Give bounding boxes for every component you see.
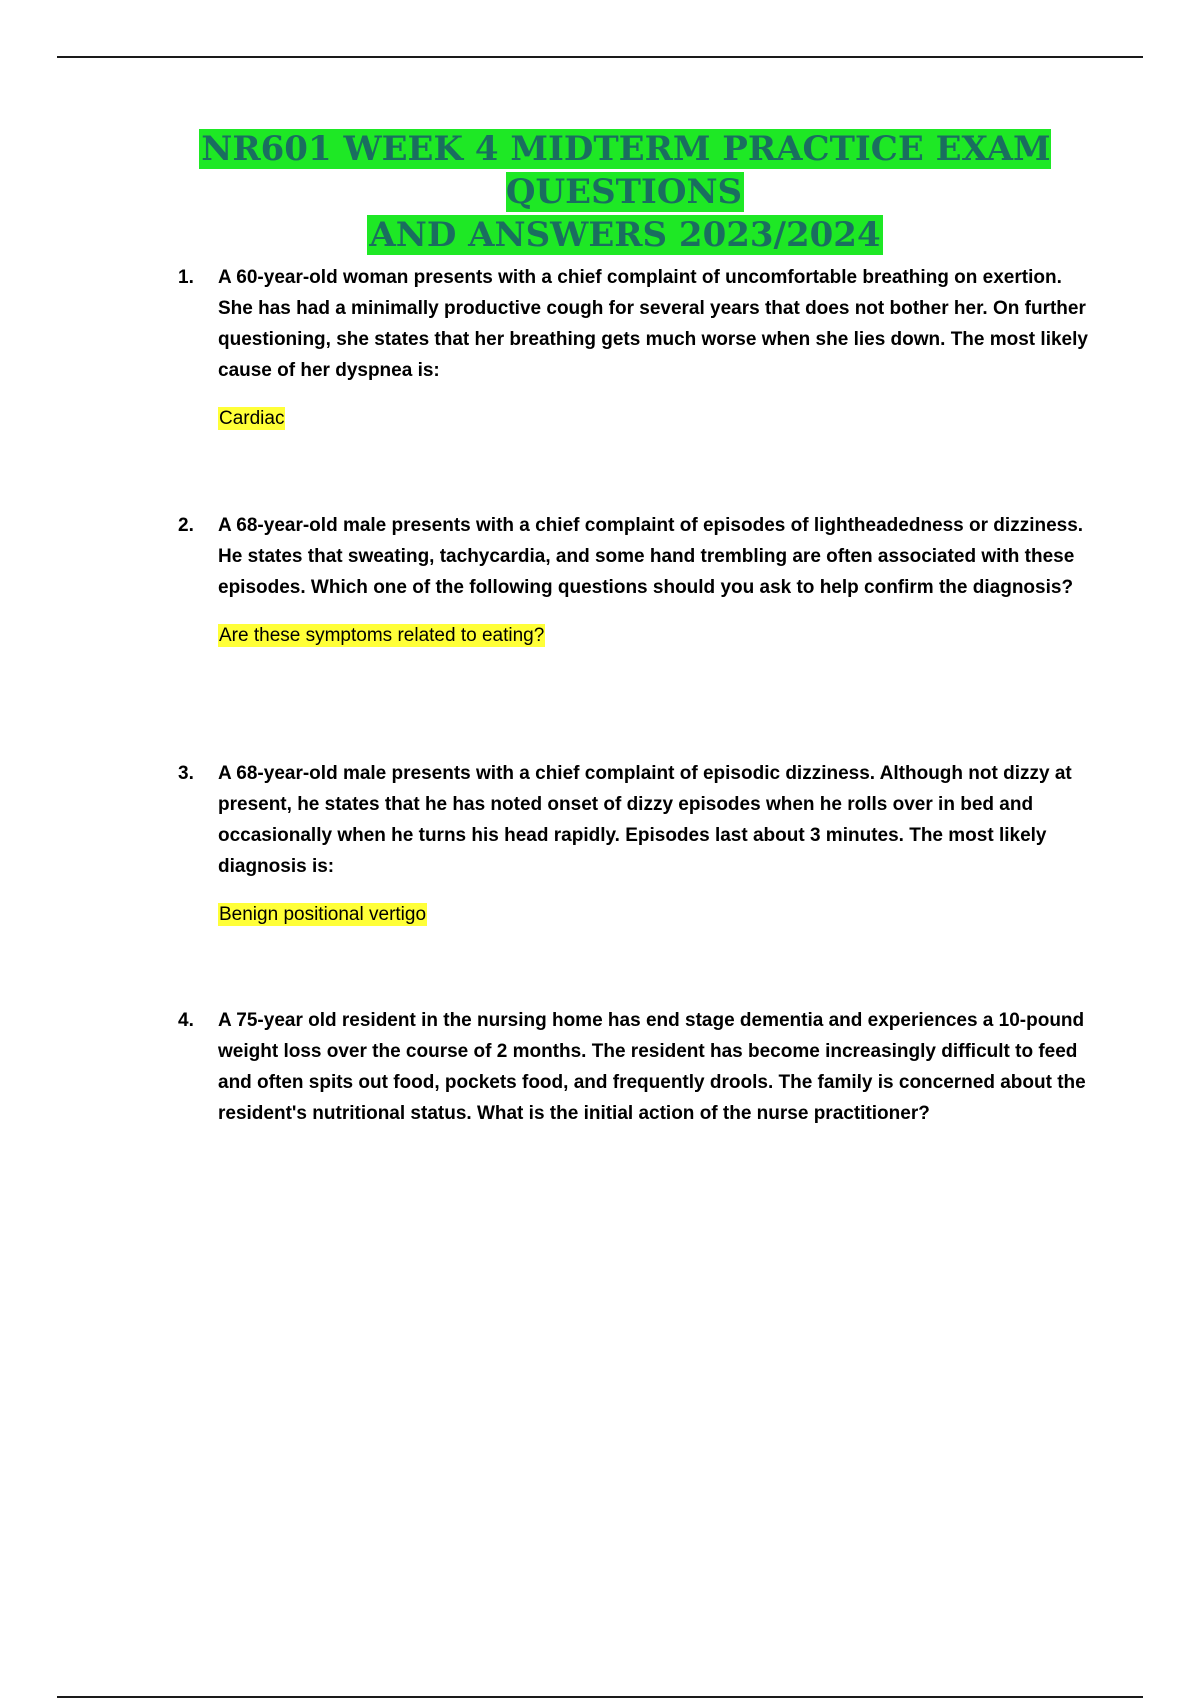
question-text: A 75-year old resident in the nursing home has end stage dementia and experiences a 10-pound weight loss over the course of 2 months. The resident has become increasingly difficult to feed and often spits out food, pockets food, and frequently drools. The family is concerned about the resident's nutritional status. What is the initial action of the nurse practitioner?	[218, 1010, 1086, 1124]
question-text: A 68-year-old male presents with a chief complaint of episodes of lightheadedness or dizziness. He states that sweating, tachycardia, and some hand trembling are often associated with these episodes. Which one of the following questions should you ask to help confirm the diagnosis?	[218, 515, 1084, 598]
document-title	[150, 128, 1100, 257]
question-number: 1.	[178, 267, 194, 288]
answer-highlight: Cardiac	[219, 408, 285, 429]
answer-text	[218, 406, 1088, 432]
question-number: 3.	[178, 763, 194, 784]
answer-text	[218, 902, 1088, 928]
page-bottom-rule	[57, 1696, 1143, 1698]
answer-text	[218, 623, 1088, 649]
question-item	[178, 758, 1088, 1005]
answer-highlight: Benign positional vertigo	[219, 904, 427, 925]
answer-highlight: Are these symptoms related to eating?	[219, 625, 545, 646]
question-number: 2.	[178, 515, 194, 536]
question-item	[178, 510, 1088, 758]
question-number: 4.	[178, 1010, 194, 1031]
question-list	[178, 262, 1088, 1129]
question-text: A 68-year-old male presents with a chief complaint of episodic dizziness. Although not dizzy at present, he states that he has noted onset of dizzy episodes when he rolls over in bed and occasionally when he turns his head rapidly. Episodes last about 3 minutes. The most likely diagnosis is:	[218, 763, 1072, 877]
question-item	[178, 262, 1088, 510]
question-text: A 60-year-old woman presents with a chief complaint of uncomfortable breathing on exertion. She has had a minimally productive cough for several years that does not bother her. On further questioning, she states that her breathing gets much worse when she lies down. The most likely cause of her dyspnea is:	[218, 267, 1088, 381]
page-top-rule	[57, 56, 1143, 58]
title-line-2: AND ANSWERS 2023/2024	[369, 215, 881, 255]
question-item	[178, 1005, 1088, 1129]
title-line-1: NR601 WEEK 4 MIDTERM PRACTICE EXAM QUESTIONS	[201, 129, 1051, 212]
